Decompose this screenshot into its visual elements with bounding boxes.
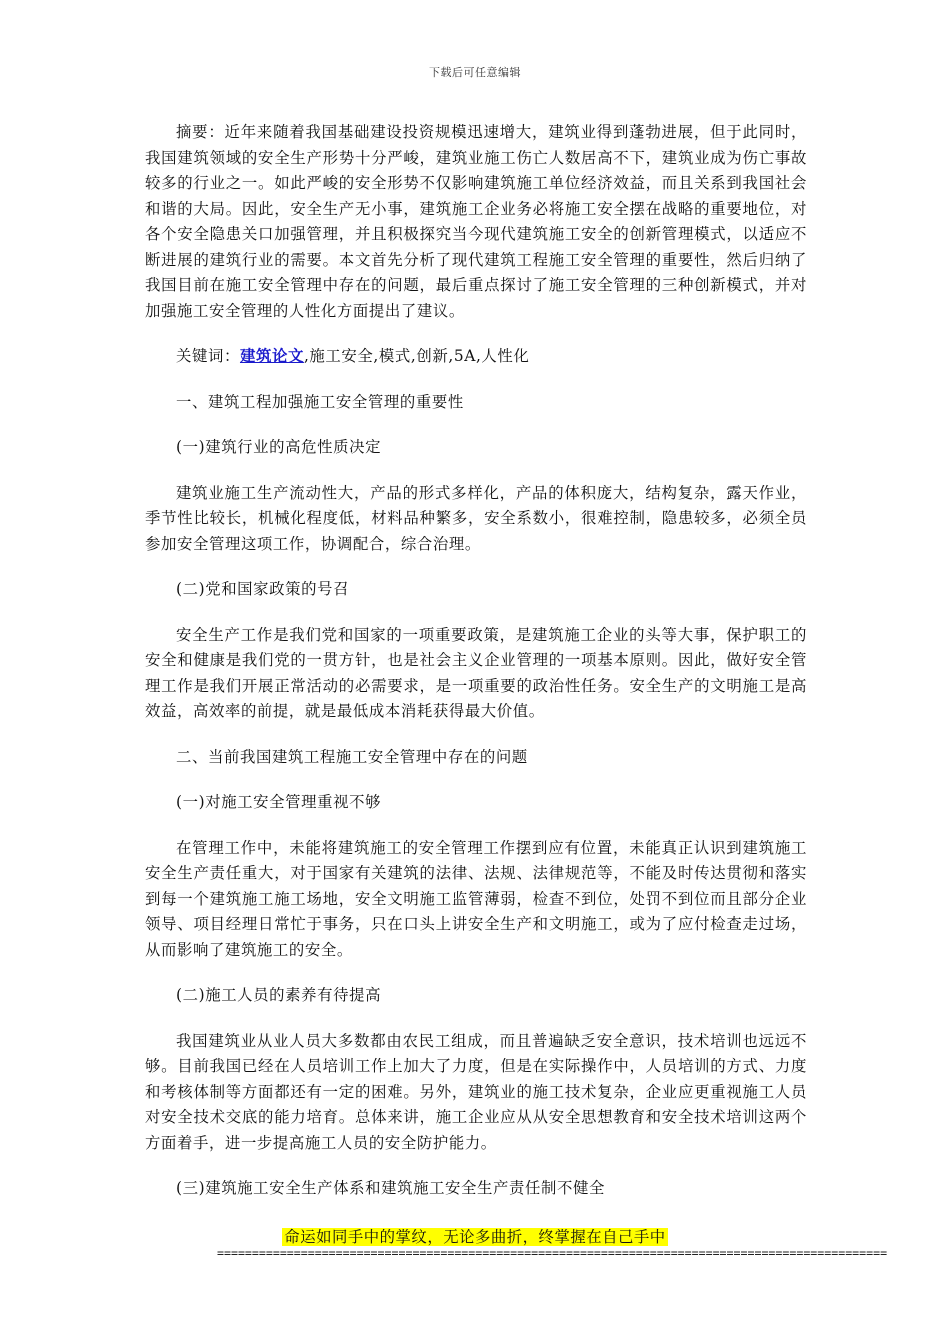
subsection-heading-2-2: (二)施工人员的素养有待提高 bbox=[176, 986, 382, 1004]
footer-motto bbox=[0, 1226, 950, 1248]
keywords-rest: ,施工安全,模式,创新,5A,人性化 bbox=[303, 347, 530, 365]
body-paragraph: 我国建筑业从业人员大多数都由农民工组成，而且普遍缺乏安全意识，技术培训也远远不够。目前我国已经在人员培训工作上加大了力度，但是在实际操作中，人员培训的方式、力度和考核体制等方面都还有一定的困难。另外，建筑业的施工技术复杂，企业应更重视施工人员对安全技术交底的能力培育。总体来讲，施工企业应从从安全思想教育和安全技术培训这两个方面着手，进一步提高施工人员的安全防护能力。 bbox=[145, 1031, 807, 1152]
section-heading-1: 一、建筑工程加强施工安全管理的重要性 bbox=[176, 392, 464, 411]
body-paragraph: 在管理工作中，未能将建筑施工的安全管理工作摆到应有位置，未能真正认识到建筑施工安全生产责任重大，对于国家有关建筑的法律、法规、法律规范等，不能及时传达贯彻和落实到每一个建筑施工施工场地，安全文明施工监管薄弱，检查不到位，处罚不到位而且部分企业领导、项目经理日常忙于事务，只在口头上讲安全生产和文明施工，或为了应付检查走过场，从而影响了建筑施工的安全。 bbox=[145, 838, 807, 959]
subsection-heading-2-3: (三)建筑施工安全生产体系和建筑施工安全生产责任制不健全 bbox=[176, 1179, 605, 1197]
section-heading-2: 二、当前我国建筑工程施工安全管理中存在的问题 bbox=[176, 747, 528, 766]
keyword-link[interactable]: 建筑论文 bbox=[239, 347, 304, 365]
footer-divider: ================================================================================================ bbox=[217, 1246, 888, 1260]
body-paragraph: 建筑业施工生产流动性大，产品的形式多样化，产品的体积庞大，结构复杂，露天作业，季节性比较长，机械化程度低，材料品种繁多，安全系数小，很难控制，隐患较多，必须全员参加安全管理这项工作，协调配合，综合治理。 bbox=[145, 483, 807, 553]
subsection-heading-1-2: (二)党和国家政策的号召 bbox=[176, 580, 350, 598]
subsection-heading-1-1: (一)建筑行业的高危性质决定 bbox=[176, 438, 382, 456]
keywords-line bbox=[145, 344, 807, 370]
document-body bbox=[145, 120, 807, 1222]
abstract-paragraph: 摘要：近年来随着我国基础建设投资规模迅速增大，建筑业得到蓬勃进展，但于此同时，我国建筑领域的安全生产形势十分严峻，建筑业施工伤亡人数居高不下，建筑业成为伤亡事故较多的行业之一。如此严峻的安全形势不仅影响建筑施工单位经济效益，而且关系到我国社会和谐的大局。因此，安全生产无小事，建筑施工企业务必将施工安全摆在战略的重要地位，对各个安全隐患关口加强管理，并且积极探究当今现代建筑施工安全的创新管理模式，以适应不断进展的建筑行业的需要。本文首先分析了现代建筑工程施工安全管理的重要性，然后归纳了我国目前在施工安全管理中存在的问题，最后重点探讨了施工安全管理的三种创新模式，并对加强施工安全管理的人性化方面提出了建议。 bbox=[145, 123, 807, 320]
keywords-label: 关键词： bbox=[176, 347, 240, 365]
header-note: 下载后可任意编辑 bbox=[429, 66, 521, 79]
footer-motto-text: 命运如同手中的掌纹，无论多曲折，终掌握在自己手中 bbox=[284, 1228, 666, 1246]
subsection-heading-2-1: (一)对施工安全管理重视不够 bbox=[176, 793, 382, 811]
body-paragraph: 安全生产工作是我们党和国家的一项重要政策，是建筑施工企业的头等大事，保护职工的安全和健康是我们党的一贯方针，也是社会主义企业管理的一项基本原则。因此，做好安全管理工作是我们开展正常活动的必需要求，是一项重要的政治性任务。安全生产的文明施工是高效益，高效率的前提，就是最低成本消耗获得最大价值。 bbox=[145, 625, 807, 720]
